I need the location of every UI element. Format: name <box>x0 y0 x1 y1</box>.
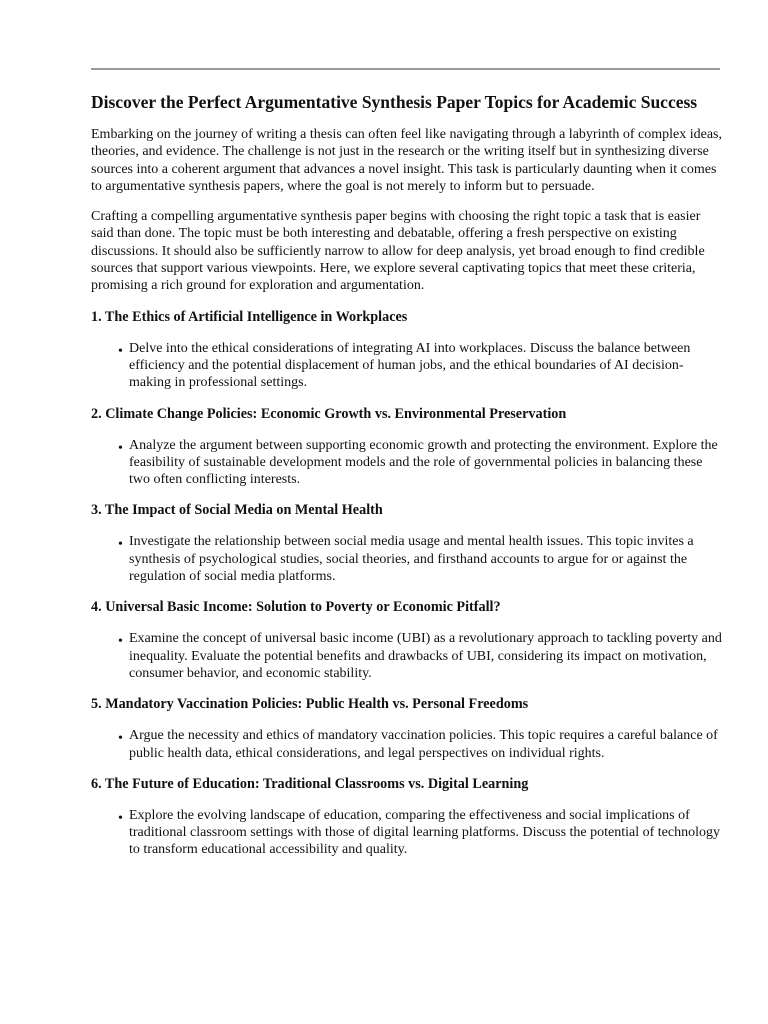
topic-heading: 2. Climate Change Policies: Economic Growth vs. Environmental Preservation <box>91 405 567 422</box>
topic-bullet-list <box>91 437 723 489</box>
bullet-dot-icon: • <box>118 634 123 650</box>
topic-bullet-text: Examine the concept of universal basic income (UBI) as a revolutionary approach to tackling poverty and inequality. Evaluate the potential benefits and drawbacks of UBI, considering its impact on motivation, consumer behavior, and economic stability. <box>129 631 722 681</box>
topic-section-2 <box>91 405 723 489</box>
bullet-dot-icon: • <box>118 731 123 747</box>
topic-section-5 <box>91 695 723 762</box>
topic-bullet-text: Explore the evolving landscape of education, comparing the effectiveness and social implications of traditional classroom settings with those of digital learning platforms. Discuss the potential of technology to transform educational accessibility and quality. <box>129 807 721 858</box>
document-body <box>91 92 723 872</box>
intro-paragraph: Embarking on the journey of writing a thesis can often feel like navigating through a labyrinth of complex ideas, theories, and evidence. The challenge is not just in the research or the writing itself but in synthesizing diverse sources into a coherent argument that advances a novel insight. This task is particularly daunting when it comes to argumentative synthesis papers, where the goal is not merely to inform but to persuade. <box>91 127 722 194</box>
topic-section-1 <box>91 308 723 392</box>
topic-bullet-text: Analyze the argument between supporting economic growth and protecting the environment. Explore the feasibility of sustainable development models and the role of governmental policies in balancing these two often conflicting interests. <box>129 437 718 488</box>
topic-heading: 6. The Future of Education: Traditional Classrooms vs. Digital Learning <box>91 775 529 792</box>
bullet-dot-icon: • <box>118 440 123 456</box>
topic-bullet <box>118 807 723 859</box>
topic-bullet <box>118 630 723 682</box>
topic-criteria-paragraph: Crafting a compelling argumentative synthesis paper begins with choosing the right topic a task that is easier said than done. The topic must be both interesting and debatable, offering a fresh perspective on existing discussions. It should also be sufficiently narrow to allow for deep analysis, yet broad enough to find credible sources that support various viewpoints. Here, we explore several captivating topics that meet these criteria, promising a rich ground for exploration and argumentation. <box>91 209 705 294</box>
topic-bullet-text: Argue the necessity and ethics of mandatory vaccination policies. This topic requires a careful balance of public health data, ethical considerations, and legal perspectives on individual rights. <box>129 728 718 761</box>
bullet-dot-icon: • <box>118 810 123 826</box>
topic-heading: 1. The Ethics of Artificial Intelligence in Workplaces <box>91 308 408 325</box>
topic-bullet <box>118 340 723 392</box>
topic-section-6 <box>91 775 723 859</box>
topic-section-4 <box>91 598 723 682</box>
topic-bullet-text: Investigate the relationship between social media usage and mental health issues. This topic invites a synthesis of psychological studies, social theories, and firsthand accounts to argue for or against the regulation of social media platforms. <box>129 534 694 585</box>
topic-bullet-text: Delve into the ethical considerations of integrating AI into workplaces. Discuss the balance between efficiency and the potential displacement of human jobs, and the ethical boundaries of AI decision-making in professional settings. <box>129 340 691 391</box>
topic-bullet-list <box>91 533 723 585</box>
bullet-dot-icon: • <box>118 343 123 359</box>
topic-heading: 3. The Impact of Social Media on Mental Health <box>91 502 383 519</box>
topic-bullet-list <box>91 340 723 392</box>
topic-bullet <box>118 437 723 489</box>
topic-bullet-list <box>91 630 723 682</box>
topic-section-3 <box>91 501 723 585</box>
topic-bullet-list <box>91 807 723 859</box>
topic-heading: 5. Mandatory Vaccination Policies: Public Health vs. Personal Freedoms <box>91 696 529 713</box>
topic-bullet <box>118 533 723 585</box>
bullet-dot-icon: • <box>118 537 123 553</box>
topic-bullet <box>118 727 723 762</box>
topic-heading: 4. Universal Basic Income: Solution to Poverty or Economic Pitfall? <box>91 599 501 616</box>
top-divider <box>91 68 720 70</box>
topic-bullet-list <box>91 727 723 762</box>
page-title: Discover the Perfect Argumentative Synthesis Paper Topics for Academic Success <box>91 92 698 112</box>
